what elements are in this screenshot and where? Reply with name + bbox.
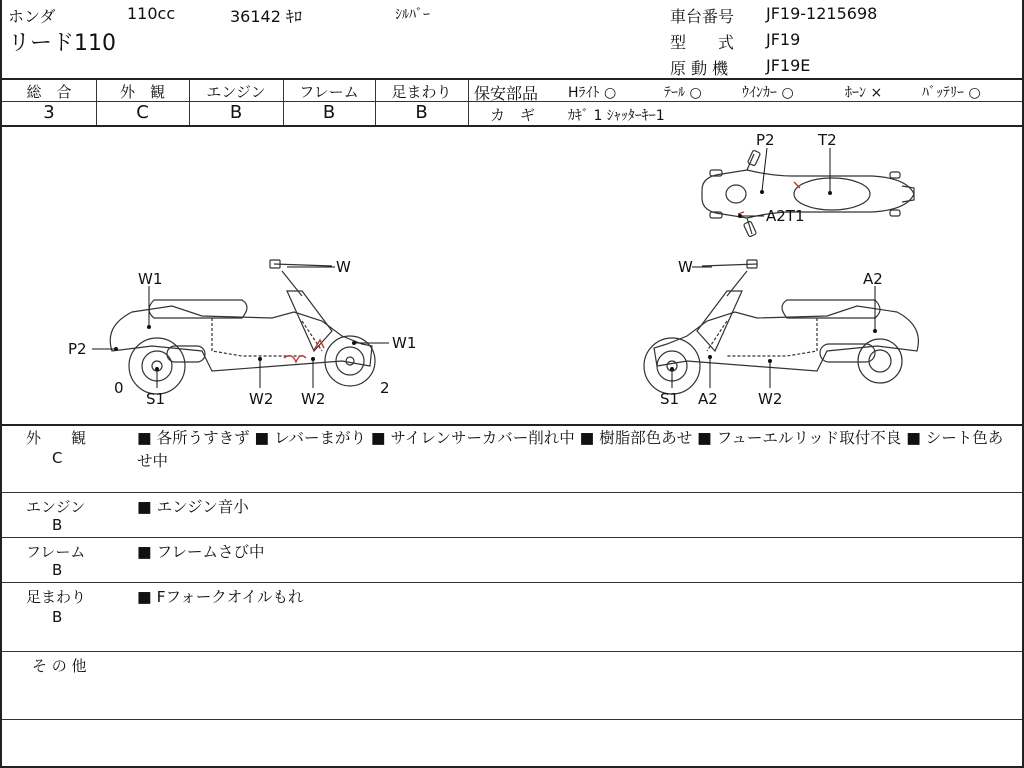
left-label-w1-right: W1 [392,334,417,352]
safety-item-horn: ﾎｰﾝ × [845,85,883,101]
remark-text-engine: ■ エンジン音小 [137,498,249,516]
remark-category-other: そ の 他 [32,657,87,675]
type-value: JF19 [766,30,801,49]
frame-no-label: 車台番号 [670,7,735,26]
grade-frame: B [322,102,336,123]
divider [2,651,1022,652]
remark-grade-engine: B [52,516,63,534]
top-label-p2: P2 [756,131,775,149]
grade-label-frame: フレーム [299,83,359,101]
grade-suspension: B [415,102,428,123]
divider [2,537,1022,538]
divider [2,78,1022,80]
remark-category-suspension: 足まわり [26,588,87,606]
key-label: カ ギ [490,106,536,124]
left-label-s1: S1 [146,390,166,408]
remark-grade-suspension: B [52,608,63,626]
top-view-scooter [702,150,914,237]
left-label-w2-b: W2 [301,390,326,408]
grade-engine: B [229,102,243,123]
displacement: 110cc [127,4,176,23]
top-label-a2t1: A2T1 [766,207,805,225]
left-label-two: 2 [380,379,390,397]
safety-item-battery: ﾊﾞｯﾃﾘｰ ○ [922,85,981,101]
right-label-w2: W2 [758,390,783,408]
color: ｼﾙﾊﾞｰ [395,7,430,23]
safety-mark: ○ [968,85,981,101]
model-name: リード110 [8,31,116,56]
grade-label-exterior: 外 観 [119,83,165,101]
type-label: 型 式 [670,33,735,52]
mileage: 36142 ｷﾛ [230,7,302,26]
frame-no: JF19-1215698 [766,4,878,23]
safety-mark: ○ [781,85,794,101]
engine-label: 原 動 機 [670,59,729,78]
grade-label-suspension: 足まわり [391,83,452,101]
remark-category-engine: エンジン [26,498,86,516]
maker: ホンダ [8,7,56,26]
left-label-w1-upper: W1 [138,270,163,288]
grade-label-engine: エンジン [206,83,266,101]
safety-label: 保安部品 [474,84,539,103]
remark-text-exterior: ■ 各所うすきず ■ レバーまがり ■ サイレンサーカバー削れ中 ■ 樹脂部色あせ ■ フューエルリッド取付不良 ■ シート色あせ中 [137,429,1004,470]
divider [2,719,1022,720]
remark-grade-exterior: C [52,449,63,467]
right-label-s1: S1 [660,390,680,408]
divider [2,492,1022,493]
left-label-w2-a: W2 [249,390,274,408]
left-label-w-top: W [336,258,351,276]
grade-exterior: C [136,102,149,123]
damage-diagram [2,126,1022,424]
engine-value: JF19E [766,56,811,75]
divider [2,424,1022,426]
top-label-t2: T2 [818,131,837,149]
safety-item-tail: ﾃｰﾙ ○ [664,85,702,101]
safety-mark: ○ [603,85,617,101]
remark-category-exterior: 外 観 [26,429,87,447]
safety-mark: × [870,85,883,101]
grade-label-overall: 総 合 [26,83,72,101]
remark-text-frame: ■ フレームさび中 [137,543,265,561]
left-label-zero: 0 [114,379,124,397]
safety-item-headlight: Hﾗｲﾄ ○ [568,85,617,101]
right-label-w-top: W [678,258,693,276]
safety-item-winker: ｳｲﾝｶｰ ○ [742,85,794,101]
key-value: ｶｷﾞ 1 ｼｬｯﾀｰｷｰ1 [568,108,665,124]
divider [2,582,1022,583]
safety-mark: ○ [689,85,702,101]
right-label-a2: A2 [698,390,718,408]
remark-grade-frame: B [52,561,63,579]
remark-text-suspension: ■ Fフォークオイルもれ [137,588,304,606]
remark-category-frame: フレーム [26,543,86,561]
right-label-a2-upper: A2 [863,270,883,288]
grade-overall: 3 [43,102,55,123]
left-label-p2: P2 [68,340,87,358]
